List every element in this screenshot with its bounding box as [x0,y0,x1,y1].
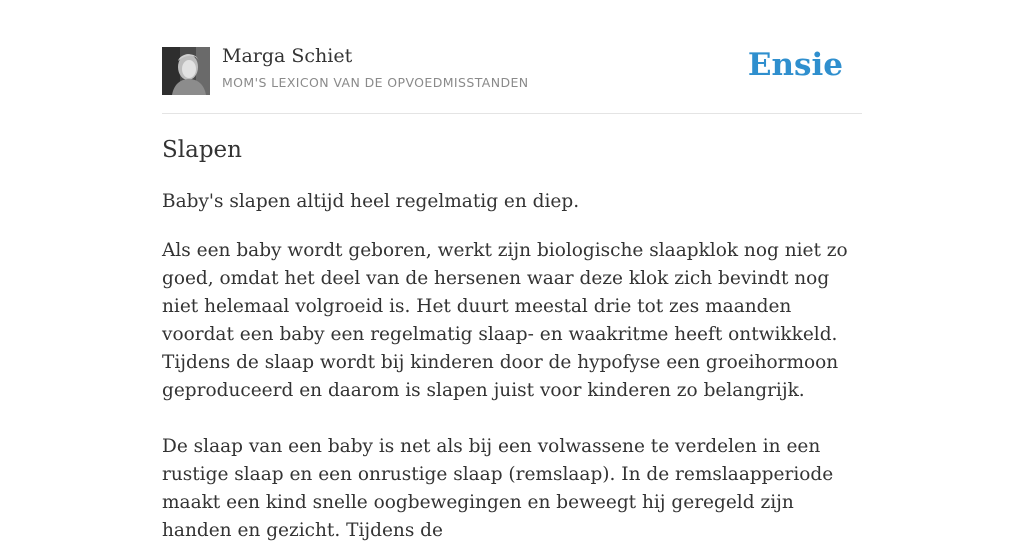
article-title: Slapen [162,137,242,163]
article-paragraph: Als een baby wordt geboren, werkt zijn biologische slaapklok nog niet zo goed, omdat het deel van de hersenen waar deze klok zich bevindt nog niet helemaal volgroeid is. Het duurt meestal drie tot zes maanden voordat een baby een regelmatig slaap- en waakritme heeft ontwikkeld. Tijdens de slaap wordt bij kinderen door de hypofyse een groeihormoon geproduceerd en daarom is slapen juist voor kinderen zo belangrijk. [162,240,848,401]
publication-name[interactable]: MOM'S LEXICON VAN DE OPVOEDMISSTANDEN [222,75,529,90]
ensie-logo[interactable]: Ensie [747,47,843,83]
author-name[interactable]: Marga Schiet [222,45,353,67]
author-avatar[interactable] [162,47,210,95]
content-container [162,0,862,541]
article-lead: Baby's slapen altijd heel regelmatig en diep. [162,191,580,212]
header [162,0,862,114]
author-photo-icon [162,47,210,95]
article-paragraph: De slaap van een baby is net als bij een volwassene te verdelen in een rustige slaap en een onrustige slaap (remslaap). In de remslaapperiode maakt een kind snelle oogbewegingen en beweegt hij geregeld zijn handen en gezicht. Tijdens de [162,436,834,541]
article-body [162,237,862,545]
paragraph-spacer [162,405,862,433]
